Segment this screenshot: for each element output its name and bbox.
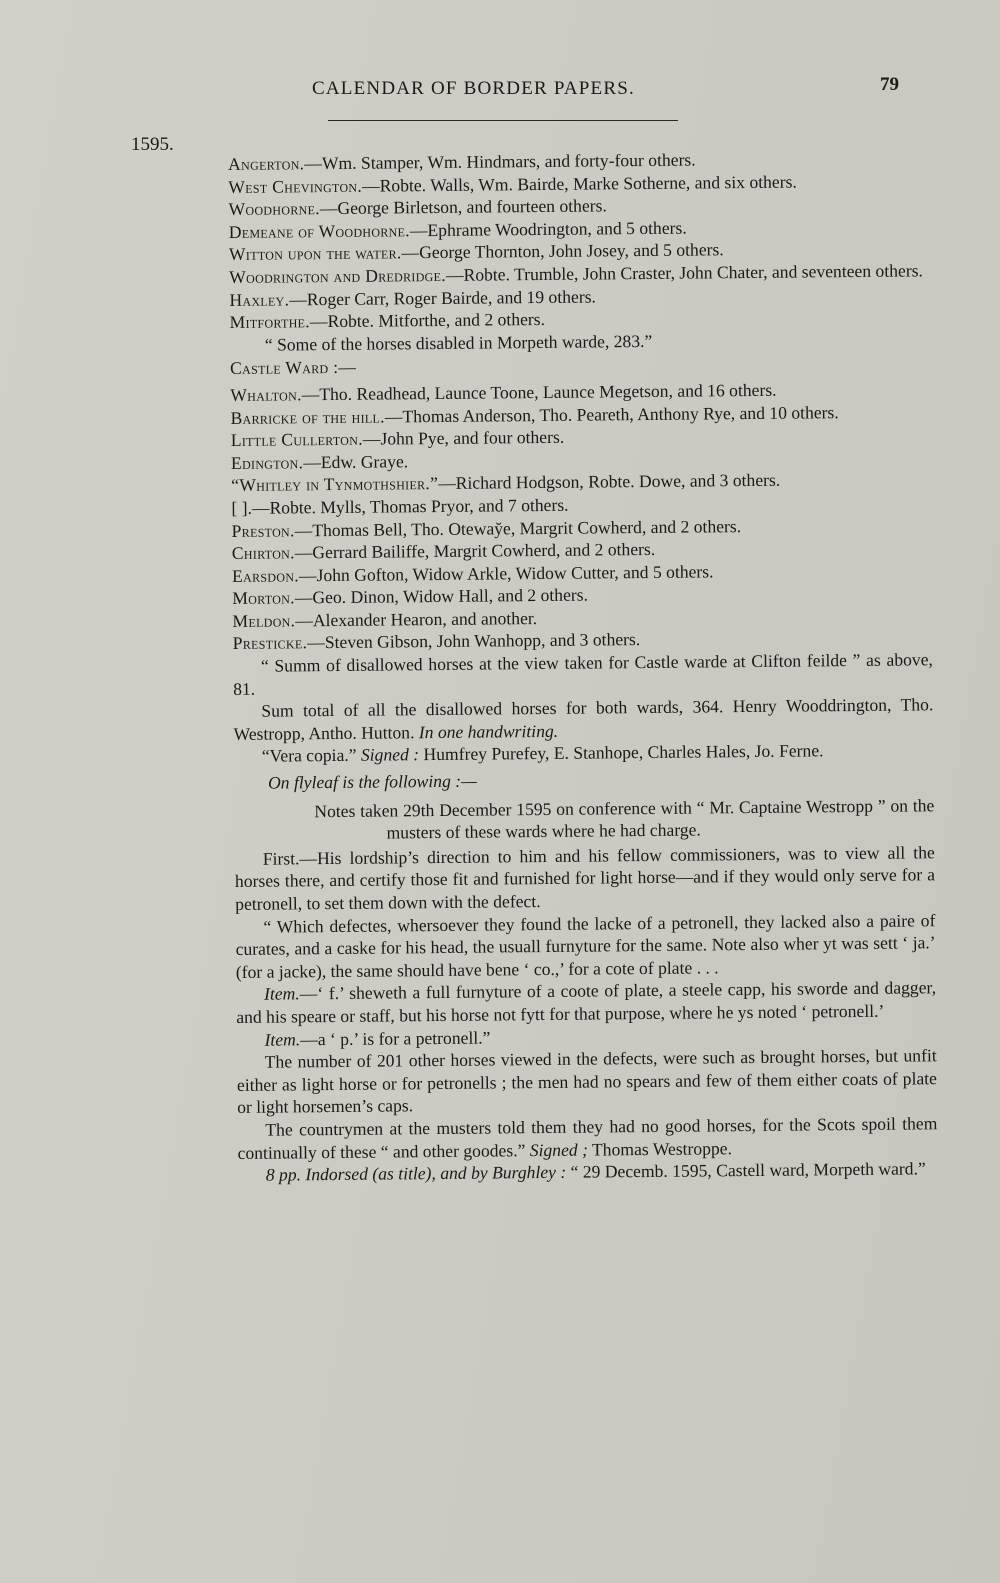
para-countrymen: The countrymen at the musters told them they had no good horses, for the Scots spoil them continually of these “ and other goodes.” Signed ; Thomas Westroppe. xyxy=(237,1113,938,1163)
entry-barricke-of-the-hill: Barricke of the hill.—Thomas Anderson, Tho. Peareth, Anthony Rye, and 10 others. xyxy=(230,401,839,428)
entry-demeane-of-woodhorne: Demeane of Woodhorne.—Ephrame Woodrington, and 5 others. xyxy=(228,217,687,242)
entry-woodhorne: Woodhorne.—George Birletson, and fourteen others. xyxy=(228,195,607,220)
flyleaf-heading: On flyleaf is the following :— xyxy=(267,770,477,793)
para-item-f: Item.—‘ f.’ sheweth a full furnyture of a coote of plate, a steele capp, his sworde and dagger, and his speare or staff, but his horse not fytt for that purpose, where he ys noted ‘ petronell.’ xyxy=(236,977,937,1027)
page-number: 79 xyxy=(880,74,899,95)
entry-haxley: Haxley.—Roger Carr, Roger Bairde, and 19 others. xyxy=(229,286,596,310)
entry-whalton: Whalton.—Tho. Readhead, Launce Toone, Launce Megetson, and 16 others. xyxy=(230,379,777,405)
running-title: CALENDAR OF BORDER PAPERS. xyxy=(312,78,635,99)
running-header xyxy=(0,74,1000,108)
para-number-of-horses: The number of 201 other horses viewed in the defects, were such as brought horses, but unfit either as light horse or for petronells ; the men had no spears and few of them either coats of plate or light horsemen’s caps. xyxy=(236,1045,938,1118)
body-text xyxy=(228,146,938,1186)
entry-west-chevington: West Chevington.—Robte. Walls, Wm. Bairde, Marke Sotherne, and six others. xyxy=(228,171,797,197)
sum-total: Sum total of all the disallowed horses for both wards, 364. Henry Wooddrington, Tho. Westropp, Antho. Hutton. In one handwriting. xyxy=(233,694,934,744)
entry-preston: Preston.—Thomas Bell, Tho. Oteway̆e, Margrit Cowherd, and 2 others. xyxy=(231,515,742,541)
entry-woodrington-and-dredridge: Woodrington and Dredridge.—Robte. Trumble, John Craster, John Chater, and seventeen others. xyxy=(229,260,923,287)
entry-whitley-in-tynmothshier: “Whitley in Tynmothshier.”—Richard Hodgson, Robte. Dowe, and 3 others. xyxy=(231,470,781,496)
entry-morton: Morton.—Geo. Dinon, Widow Hall, and 2 others. xyxy=(232,584,589,609)
header-rule xyxy=(328,120,678,121)
morpeth-entries xyxy=(228,146,930,333)
morpeth-disabled-note: “ Some of the horses disabled in Morpeth warde, 283.” xyxy=(264,330,653,355)
para-which-defectes: “ Which defectes, whersoever they found the lacke of a petronell, they lacked also a paire of curates, and a caske for his head, the usuall furnyture for the same. Note also wher yt was sett ‘ ja.’ (for a jacke), the same should have bene ‘ co.,’ for a cote of plate . . . xyxy=(235,909,936,982)
entry-angerton: Angerton.—Wm. Stamper, Wm. Hindmars, and forty-four others. xyxy=(228,149,696,174)
entry-earsdon: Earsdon.—John Gofton, Widow Arkle, Widow Cutter, and 5 others. xyxy=(231,561,714,586)
entry-presticke: Presticke.—Steven Gibson, John Wanhopp, and 3 others. xyxy=(232,629,641,654)
year-marker: 1595. xyxy=(131,134,174,155)
para-first: First.—His lordship’s direction to him and his fellow commissioners, was to view all the horses there, and certify those fit and furnished for light horse—and if they would only serve for a petronell, to set them down with the defect. xyxy=(234,842,936,914)
notes-heading: Notes taken 29th December 1595 on conference with “ Mr. Captaine Westropp ” on the musters of these wards where he had charge. xyxy=(314,794,935,843)
signatures: “Vera copia.” Signed : Humfrey Purefey, E. Stanhope, Charles Hales, Jo. Ferne. xyxy=(261,740,824,767)
para-item-p: Item.—a ‘ p.’ is for a petronell.” xyxy=(264,1027,491,1050)
castle-entries xyxy=(230,377,933,655)
entry-chirton: Chirton.—Gerrard Bailiffe, Margrit Cowherd, and 2 others. xyxy=(231,539,656,564)
entry-witton-upon-the-water: Witton upon the water.—George Thornton, John Josey, and 5 others. xyxy=(228,239,724,265)
castle-sum: “ Summ of disallowed horses at the view taken for Castle warde at Clifton feilde ” as above, 81. xyxy=(233,649,933,699)
entry-blank-name: [ ].—Robte. Mylls, Thomas Pryor, and 7 others. xyxy=(231,494,569,518)
entry-mitforthe: Mitforthe.—Robte. Mitforthe, and 2 others. xyxy=(229,309,546,333)
entry-meldon: Meldon.—Alexander Hearon, and another. xyxy=(232,607,538,631)
entry-edington: Edington.—Edw. Graye. xyxy=(230,451,409,473)
entry-little-cullerton: Little Cullerton.—John Pye, and four others. xyxy=(230,426,565,451)
endorsement: 8 pp. Indorsed (as title), and by Burghley : “ 29 Decemb. 1595, Castell ward, Morpeth ward.” xyxy=(265,1158,926,1185)
castle-ward-heading: Castle Ward :— xyxy=(229,357,357,379)
